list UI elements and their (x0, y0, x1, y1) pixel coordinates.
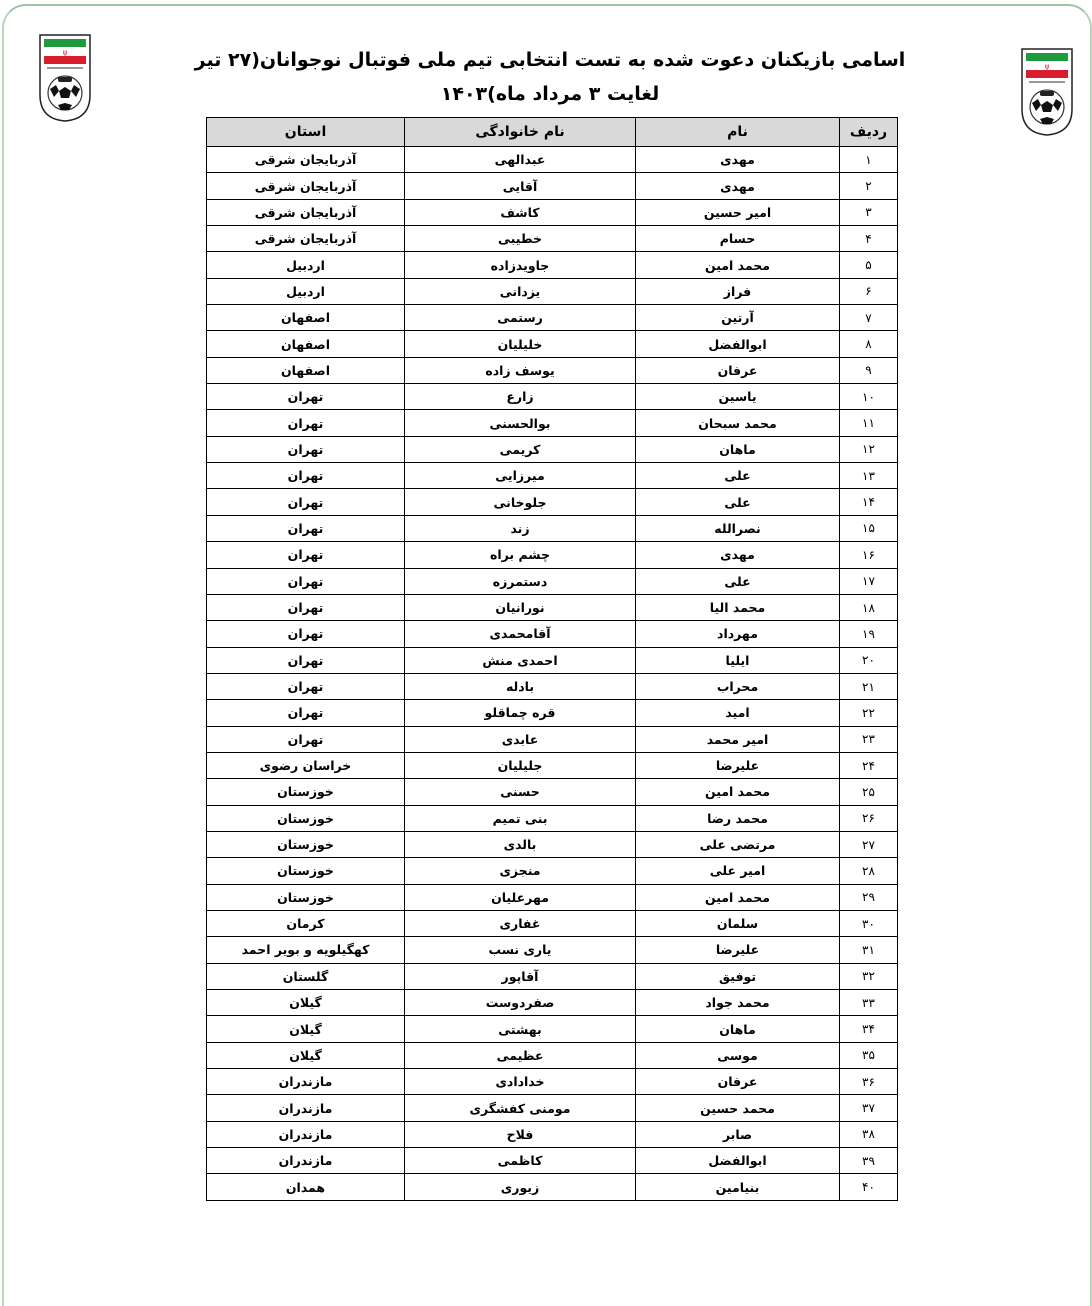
table-row (207, 884, 898, 910)
cell-first-name: محمد امین (636, 252, 840, 278)
cell-first-name: توفیق (636, 963, 840, 989)
cell-last-name: کاظمی (405, 1148, 636, 1174)
cell-first-name: محراب (636, 673, 840, 699)
cell-row-number: ۹ (840, 357, 898, 383)
cell-province: اردبیل (207, 278, 405, 304)
svg-text:ψ: ψ (1044, 62, 1050, 71)
header-last-name: نام خانوادگی (405, 118, 636, 147)
cell-last-name: مهرعلیان (405, 884, 636, 910)
cell-row-number: ۲۴ (840, 752, 898, 778)
cell-first-name: عرفان (636, 1069, 840, 1095)
cell-row-number: ۳۳ (840, 990, 898, 1016)
ffiri-emblem-icon (38, 33, 92, 123)
cell-first-name: علیرضا (636, 752, 840, 778)
cell-last-name: آقامحمدی (405, 621, 636, 647)
cell-province: گیلان (207, 990, 405, 1016)
cell-first-name: محمد الیا (636, 594, 840, 620)
cell-first-name: محمد رضا (636, 805, 840, 831)
cell-first-name: امیر محمد (636, 726, 840, 752)
cell-first-name: مهدی (636, 147, 840, 173)
cell-first-name: نصرالله (636, 515, 840, 541)
cell-first-name: محمد جواد (636, 990, 840, 1016)
table-row (207, 305, 898, 331)
table-row (207, 226, 898, 252)
table-row (207, 199, 898, 225)
table-row (207, 147, 898, 173)
cell-last-name: حسنی (405, 779, 636, 805)
cell-province: خوزستان (207, 858, 405, 884)
cell-first-name: محمد سبحان (636, 410, 840, 436)
cell-last-name: آقاپور (405, 963, 636, 989)
table-row (207, 463, 898, 489)
cell-last-name: عابدی (405, 726, 636, 752)
cell-last-name: منجزی (405, 858, 636, 884)
cell-row-number: ۲۲ (840, 700, 898, 726)
cell-row-number: ۳۶ (840, 1069, 898, 1095)
cell-last-name: خطیبی (405, 226, 636, 252)
cell-first-name: ابوالفضل (636, 331, 840, 357)
cell-last-name: زیوری (405, 1174, 636, 1200)
cell-last-name: یزدانی (405, 278, 636, 304)
cell-last-name: صفردوست (405, 990, 636, 1016)
table-row (207, 410, 898, 436)
cell-first-name: مرتضی علی (636, 831, 840, 857)
cell-first-name: مهدی (636, 173, 840, 199)
table-row (207, 910, 898, 936)
cell-last-name: یاری نسب (405, 937, 636, 963)
cell-last-name: عظیمی (405, 1042, 636, 1068)
cell-province: خوزستان (207, 779, 405, 805)
cell-row-number: ۲۱ (840, 673, 898, 699)
cell-row-number: ۳۴ (840, 1016, 898, 1042)
cell-province: کهگیلویه و بویر احمد (207, 937, 405, 963)
cell-row-number: ۳۲ (840, 963, 898, 989)
cell-province: تهران (207, 410, 405, 436)
table-row (207, 752, 898, 778)
cell-row-number: ۳۹ (840, 1148, 898, 1174)
cell-province: تهران (207, 568, 405, 594)
cell-last-name: غفاری (405, 910, 636, 936)
cell-province: مازندران (207, 1095, 405, 1121)
cell-last-name: بالدی (405, 831, 636, 857)
cell-province: اصفهان (207, 331, 405, 357)
cell-province: گیلان (207, 1042, 405, 1068)
table-row (207, 858, 898, 884)
table-row (207, 937, 898, 963)
cell-province: تهران (207, 384, 405, 410)
cell-first-name: سلمان (636, 910, 840, 936)
cell-province: آذربایجان شرقی (207, 226, 405, 252)
header-first-name: نام (636, 118, 840, 147)
table-row (207, 1174, 898, 1200)
cell-first-name: مهرداد (636, 621, 840, 647)
table-row (207, 594, 898, 620)
cell-first-name: آرتین (636, 305, 840, 331)
cell-row-number: ۴ (840, 226, 898, 252)
cell-last-name: بنی تمیم (405, 805, 636, 831)
cell-row-number: ۲۳ (840, 726, 898, 752)
cell-row-number: ۲۰ (840, 647, 898, 673)
cell-province: گلستان (207, 963, 405, 989)
cell-province: خوزستان (207, 884, 405, 910)
cell-province: آذربایجان شرقی (207, 199, 405, 225)
cell-province: کرمان (207, 910, 405, 936)
ffiri-emblem-icon (1020, 47, 1074, 137)
cell-province: اصفهان (207, 305, 405, 331)
table-row (207, 542, 898, 568)
cell-row-number: ۲ (840, 173, 898, 199)
cell-first-name: ابوالفضل (636, 1148, 840, 1174)
cell-last-name: بهشتی (405, 1016, 636, 1042)
cell-last-name: نورانیان (405, 594, 636, 620)
table-row (207, 647, 898, 673)
cell-first-name: یاسین (636, 384, 840, 410)
players-table-body (207, 147, 898, 1201)
cell-row-number: ۱۸ (840, 594, 898, 620)
cell-row-number: ۳۸ (840, 1121, 898, 1147)
cell-first-name: علی (636, 568, 840, 594)
cell-last-name: کاشف (405, 199, 636, 225)
cell-row-number: ۱۰ (840, 384, 898, 410)
cell-row-number: ۳۰ (840, 910, 898, 936)
table-row (207, 621, 898, 647)
svg-text:ψ: ψ (62, 48, 68, 57)
cell-first-name: محمد امین (636, 884, 840, 910)
cell-first-name: مهدی (636, 542, 840, 568)
table-row (207, 805, 898, 831)
players-table (206, 117, 898, 1201)
table-row (207, 1069, 898, 1095)
table-row (207, 1148, 898, 1174)
table-row (207, 252, 898, 278)
cell-last-name: بادله (405, 673, 636, 699)
cell-first-name: محمد حسین (636, 1095, 840, 1121)
table-row (207, 726, 898, 752)
table-row (207, 515, 898, 541)
cell-province: تهران (207, 647, 405, 673)
cell-province: همدان (207, 1174, 405, 1200)
table-row (207, 1016, 898, 1042)
table-row (207, 673, 898, 699)
cell-row-number: ۲۸ (840, 858, 898, 884)
cell-last-name: قره چماقلو (405, 700, 636, 726)
cell-last-name: یوسف زاده (405, 357, 636, 383)
cell-last-name: احمدی منش (405, 647, 636, 673)
cell-first-name: امید (636, 700, 840, 726)
table-row (207, 831, 898, 857)
cell-last-name: جاویدزاده (405, 252, 636, 278)
cell-row-number: ۳ (840, 199, 898, 225)
cell-row-number: ۱۶ (840, 542, 898, 568)
cell-first-name: علی (636, 463, 840, 489)
cell-last-name: چشم براه (405, 542, 636, 568)
table-row (207, 990, 898, 1016)
cell-last-name: بوالحسنی (405, 410, 636, 436)
cell-row-number: ۵ (840, 252, 898, 278)
cell-first-name: علیرضا (636, 937, 840, 963)
cell-province: اردبیل (207, 252, 405, 278)
header-province: استان (207, 118, 405, 147)
cell-first-name: صابر (636, 1121, 840, 1147)
cell-province: تهران (207, 621, 405, 647)
cell-row-number: ۱۷ (840, 568, 898, 594)
ffiri-logo-right (1020, 47, 1074, 137)
cell-province: تهران (207, 594, 405, 620)
cell-row-number: ۱۱ (840, 410, 898, 436)
cell-last-name: آقایی (405, 173, 636, 199)
cell-province: گیلان (207, 1016, 405, 1042)
cell-last-name: فلاح (405, 1121, 636, 1147)
cell-province: تهران (207, 489, 405, 515)
cell-province: خراسان رضوی (207, 752, 405, 778)
cell-last-name: مومنی کفشگری (405, 1095, 636, 1121)
cell-first-name: بنیامین (636, 1174, 840, 1200)
cell-row-number: ۱ (840, 147, 898, 173)
cell-last-name: جلیلیان (405, 752, 636, 778)
cell-row-number: ۲۷ (840, 831, 898, 857)
cell-last-name: عبدالهی (405, 147, 636, 173)
cell-row-number: ۷ (840, 305, 898, 331)
cell-first-name: ماهان (636, 436, 840, 462)
table-row (207, 173, 898, 199)
cell-last-name: خدادادی (405, 1069, 636, 1095)
cell-row-number: ۳۷ (840, 1095, 898, 1121)
table-row (207, 1042, 898, 1068)
table-row (207, 331, 898, 357)
table-row (207, 384, 898, 410)
cell-last-name: خلیلیان (405, 331, 636, 357)
cell-row-number: ۱۳ (840, 463, 898, 489)
cell-province: تهران (207, 700, 405, 726)
table-header-row (207, 118, 898, 147)
cell-row-number: ۴۰ (840, 1174, 898, 1200)
cell-row-number: ۱۲ (840, 436, 898, 462)
cell-province: تهران (207, 542, 405, 568)
cell-first-name: موسی (636, 1042, 840, 1068)
cell-first-name: عرفان (636, 357, 840, 383)
table-row (207, 278, 898, 304)
cell-province: اصفهان (207, 357, 405, 383)
cell-row-number: ۱۹ (840, 621, 898, 647)
cell-province: مازندران (207, 1069, 405, 1095)
cell-row-number: ۲۶ (840, 805, 898, 831)
ffiri-logo-left (38, 33, 92, 123)
cell-last-name: زارع (405, 384, 636, 410)
cell-row-number: ۱۴ (840, 489, 898, 515)
table-row (207, 489, 898, 515)
cell-province: خوزستان (207, 805, 405, 831)
cell-row-number: ۸ (840, 331, 898, 357)
cell-row-number: ۳۵ (840, 1042, 898, 1068)
table-row (207, 963, 898, 989)
document-title: اسامی بازیکنان دعوت شده به تست انتخابی تیم ملی فوتبال نوجوانان(۲۷ تیر لغایت ۳ مرداد ماه)۱۴۰۳ (194, 48, 906, 105)
cell-first-name: امیر علی (636, 858, 840, 884)
cell-first-name: ایلیا (636, 647, 840, 673)
cell-row-number: ۲۵ (840, 779, 898, 805)
table-row (207, 568, 898, 594)
table-row (207, 700, 898, 726)
cell-last-name: جلوخانی (405, 489, 636, 515)
cell-province: خوزستان (207, 831, 405, 857)
cell-first-name: محمد امین (636, 779, 840, 805)
cell-row-number: ۳۱ (840, 937, 898, 963)
cell-province: تهران (207, 515, 405, 541)
cell-province: تهران (207, 436, 405, 462)
cell-last-name: رستمی (405, 305, 636, 331)
table-row (207, 779, 898, 805)
header-row-number: ردیف (840, 118, 898, 147)
cell-province: تهران (207, 726, 405, 752)
cell-province: مازندران (207, 1148, 405, 1174)
table-row (207, 1121, 898, 1147)
cell-last-name: میرزایی (405, 463, 636, 489)
cell-first-name: ماهان (636, 1016, 840, 1042)
cell-row-number: ۶ (840, 278, 898, 304)
cell-last-name: دستمرزه (405, 568, 636, 594)
cell-last-name: کریمی (405, 436, 636, 462)
table-row (207, 357, 898, 383)
cell-first-name: امیر حسین (636, 199, 840, 225)
cell-row-number: ۱۵ (840, 515, 898, 541)
table-row (207, 1095, 898, 1121)
cell-first-name: حسام (636, 226, 840, 252)
cell-row-number: ۲۹ (840, 884, 898, 910)
cell-province: آذربایجان شرقی (207, 173, 405, 199)
cell-first-name: فراز (636, 278, 840, 304)
cell-province: مازندران (207, 1121, 405, 1147)
table-row (207, 436, 898, 462)
cell-last-name: زند (405, 515, 636, 541)
cell-province: آذربایجان شرقی (207, 147, 405, 173)
cell-province: تهران (207, 463, 405, 489)
cell-province: تهران (207, 673, 405, 699)
cell-first-name: علی (636, 489, 840, 515)
